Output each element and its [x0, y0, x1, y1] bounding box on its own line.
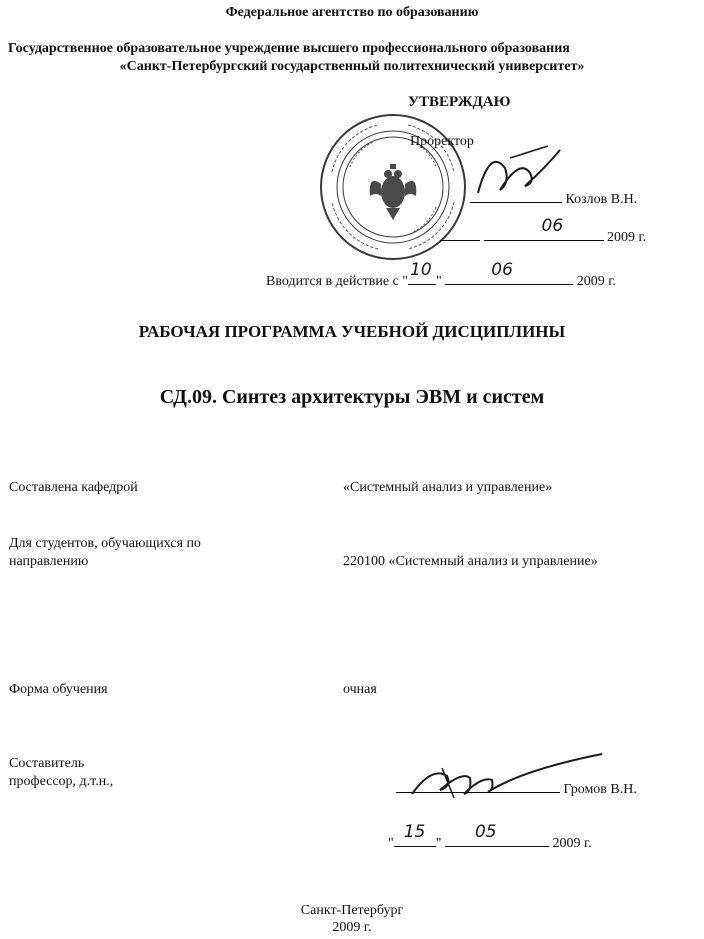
effective-prefix: Вводится в действие с " — [266, 274, 409, 289]
students-value: 220100 «Системный анализ и управление» — [343, 554, 598, 569]
effective-month-blank — [445, 260, 573, 285]
approver-signature-line — [470, 186, 637, 208]
author-day-handwritten: 15 — [403, 822, 426, 842]
institution-type-text: Государственное образовательное учреждение высшего профессионального образования — [8, 41, 570, 56]
approve-heading: УТВЕРЖДАЮ — [408, 94, 511, 110]
university-line: «Санкт-Петербургский государственный политехнический университет» — [119, 59, 585, 74]
author-date-mid: " — [435, 836, 442, 851]
students-label: Для студентов, обучающихся по направлению — [9, 536, 201, 569]
author-signature-underline — [396, 776, 560, 793]
effective-month-handwritten: 06 — [491, 260, 513, 280]
approver-name: Козлов В.Н. — [565, 192, 638, 207]
course-title: СД.09. Синтез архитектуры ЭВМ и систем — [159, 386, 545, 408]
effective-day-blank — [408, 260, 436, 285]
effective-day-handwritten: 10 — [410, 260, 432, 280]
approval-date-line — [440, 216, 647, 246]
approval-day-blank — [440, 224, 480, 241]
author-name: Громов В.Н. — [563, 782, 637, 797]
author-month-handwritten: 05 — [474, 822, 497, 842]
effective-mid: " — [436, 274, 442, 289]
approval-month-blank — [484, 216, 604, 241]
department-value: «Системный анализ и управление» — [343, 480, 553, 495]
footer-year: 2009 г. — [332, 920, 372, 935]
footer-city: Санкт-Петербург — [300, 903, 404, 918]
author-month-blank — [445, 822, 549, 847]
author-title: профессор, д.т.н., — [9, 774, 114, 789]
author-day-blank — [394, 822, 436, 847]
author-year: 2009 г. — [552, 836, 592, 851]
signature-underline — [470, 186, 562, 203]
approval-year: 2009 г. — [607, 230, 647, 245]
department-label: Составлена кафедрой — [9, 480, 138, 495]
study-form-label: Форма обучения — [9, 682, 108, 697]
study-form-value: очная — [343, 682, 377, 697]
agency-line: Федеральное агентство по образованию — [225, 5, 479, 20]
approval-month-handwritten: 06 — [541, 216, 564, 236]
institution-type-line — [8, 40, 704, 58]
document-title: РАБОЧАЯ ПРОГРАММА УЧЕБНОЙ ДИСЦИПЛИНЫ — [138, 322, 566, 341]
author-date-line — [388, 822, 592, 852]
author-signature-line — [396, 776, 637, 798]
effective-year: 2009 г. — [576, 274, 616, 289]
author-label: Составитель — [9, 756, 85, 771]
author-date-prefix: " — [388, 836, 394, 851]
approver-position: Проректор — [410, 134, 474, 149]
effective-date-line — [266, 260, 616, 290]
